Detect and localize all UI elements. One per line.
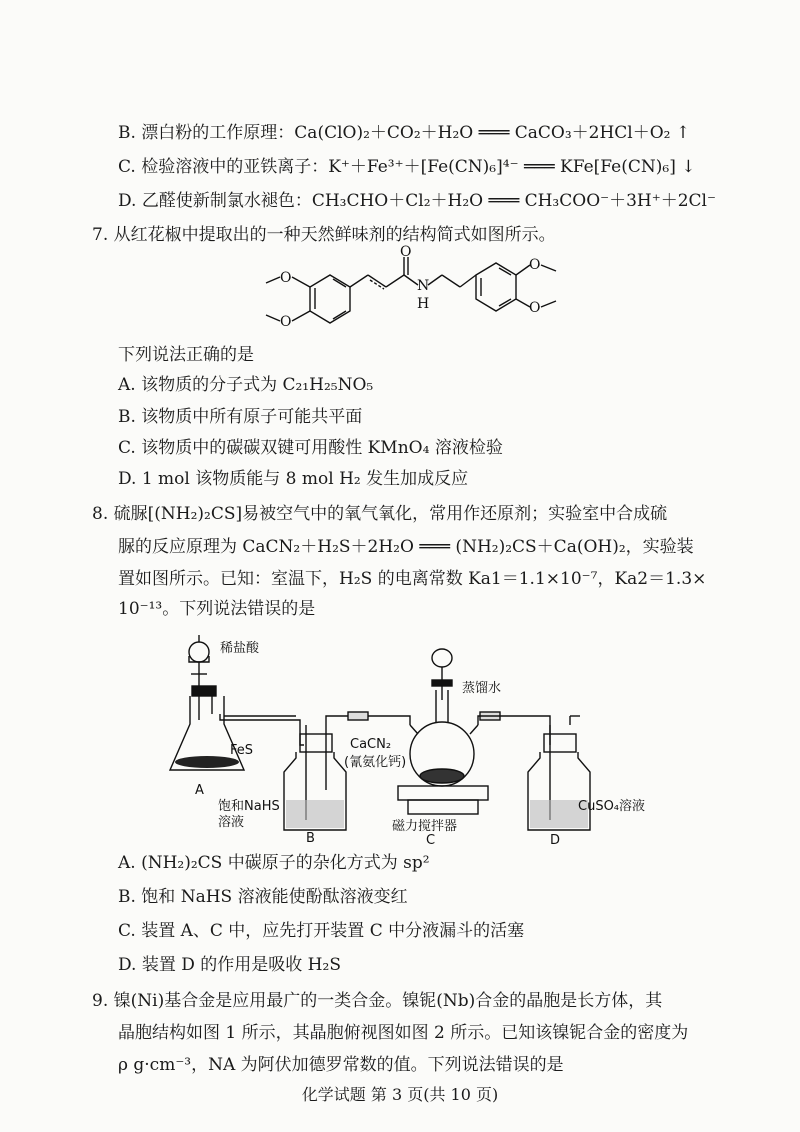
q8-apparatus-diagram bbox=[0, 630, 800, 850]
carbonyl-o: O bbox=[400, 245, 412, 260]
q6-option-b: B. 漂白粉的工作原理：Ca(ClO)₂＋CO₂＋H₂O ═══ CaCO₃＋2HCl＋O₂ ↑ bbox=[118, 123, 691, 143]
label-fes: FeS bbox=[230, 743, 254, 758]
amide-n: N bbox=[417, 278, 430, 294]
label-dilute-hcl: 稀盐酸 bbox=[220, 641, 260, 656]
q6-option-d: D. 乙醛使新制氯水褪色：CH₃CHO＋Cl₂＋H₂O ═══ CH₃COO⁻＋3H⁺＋2Cl⁻ bbox=[118, 191, 716, 211]
q7-prompt: 下列说法正确的是 bbox=[118, 345, 254, 365]
label-b: B bbox=[306, 831, 315, 846]
q7-option-a: A. 该物质的分子式为 C₂₁H₂₅NO₅ bbox=[118, 375, 374, 395]
q8-option-a: A. (NH₂)₂CS 中碳原子的杂化方式为 sp² bbox=[118, 853, 430, 873]
label-nahs-1: 饱和NaHS bbox=[218, 799, 280, 814]
q8-option-c: C. 装置 A、C 中，应先打开装置 C 中分液漏斗的活塞 bbox=[118, 921, 525, 941]
label-cuso4: CuSO₄溶液 bbox=[578, 799, 646, 814]
methoxy-o-2: O bbox=[280, 314, 292, 330]
q8-option-b: B. 饱和 NaHS 溶液能使酚酞溶液变红 bbox=[118, 887, 408, 907]
label-nahs-2: 溶液 bbox=[218, 815, 245, 830]
q7-option-c: C. 该物质中的碳碳双键可用酸性 KMnO₄ 溶液检验 bbox=[118, 438, 503, 458]
q7-stem: 7. 从红花椒中提取出的一种天然鲜味剂的结构简式如图所示。 bbox=[92, 225, 556, 245]
methoxy-o-3: O bbox=[529, 257, 541, 273]
label-d: D bbox=[550, 833, 561, 848]
q8-line-3: 置如图所示。已知：室温下，H₂S 的电离常数 Ka1＝1.1×10⁻⁷，Ka2＝1.3× bbox=[118, 569, 707, 589]
q7-option-b: B. 该物质中所有原子可能共平面 bbox=[118, 407, 363, 427]
q7-structure-diagram bbox=[0, 245, 800, 345]
label-distilled-water: 蒸馏水 bbox=[462, 681, 502, 696]
label-a: A bbox=[195, 783, 204, 798]
methoxy-o-1: O bbox=[280, 270, 292, 286]
q8-line-1: 8. 硫脲[(NH₂)₂CS]易被空气中的氧气氧化，常用作还原剂；实验室中合成硫 bbox=[92, 504, 668, 524]
amide-h: H bbox=[417, 296, 430, 312]
label-cacn2: CaCN₂ bbox=[350, 737, 392, 752]
q9-line-1: 9. 镍(Ni)基合金是应用最广的一类合金。镍铌(Nb)合金的晶胞是长方体，其 bbox=[92, 991, 663, 1011]
q8-line-4: 10⁻¹³。下列说法错误的是 bbox=[118, 599, 316, 619]
q8-option-d: D. 装置 D 的作用是吸收 H₂S bbox=[118, 955, 341, 975]
page-footer: 化学试题 第 3 页(共 10 页) bbox=[301, 1085, 499, 1104]
label-c: C bbox=[426, 833, 436, 848]
q7-option-d: D. 1 mol 该物质能与 8 mol H₂ 发生加成反应 bbox=[118, 469, 469, 489]
q6-option-c: C. 检验溶液中的亚铁离子：K⁺＋Fe³⁺＋[Fe(CN)₆]⁴⁻ ═══ KFe[Fe(CN)₆] ↓ bbox=[118, 157, 696, 177]
label-magnetic-stirrer: 磁力搅拌器 bbox=[392, 819, 458, 834]
q9-line-2: 晶胞结构如图 1 所示，其晶胞俯视图如图 2 所示。已知该镍铌合金的密度为 bbox=[118, 1023, 689, 1043]
q8-line-2: 脲的反应原理为 CaCN₂＋H₂S＋2H₂O ═══ (NH₂)₂CS＋Ca(OH)₂，实验装 bbox=[118, 537, 694, 557]
q9-line-3: ρ g·cm⁻³，NA 为阿伏加德罗常数的值。下列说法错误的是 bbox=[118, 1055, 564, 1075]
label-cacn2-name: (氰氨化钙) bbox=[344, 755, 407, 770]
methoxy-o-4: O bbox=[529, 300, 541, 316]
